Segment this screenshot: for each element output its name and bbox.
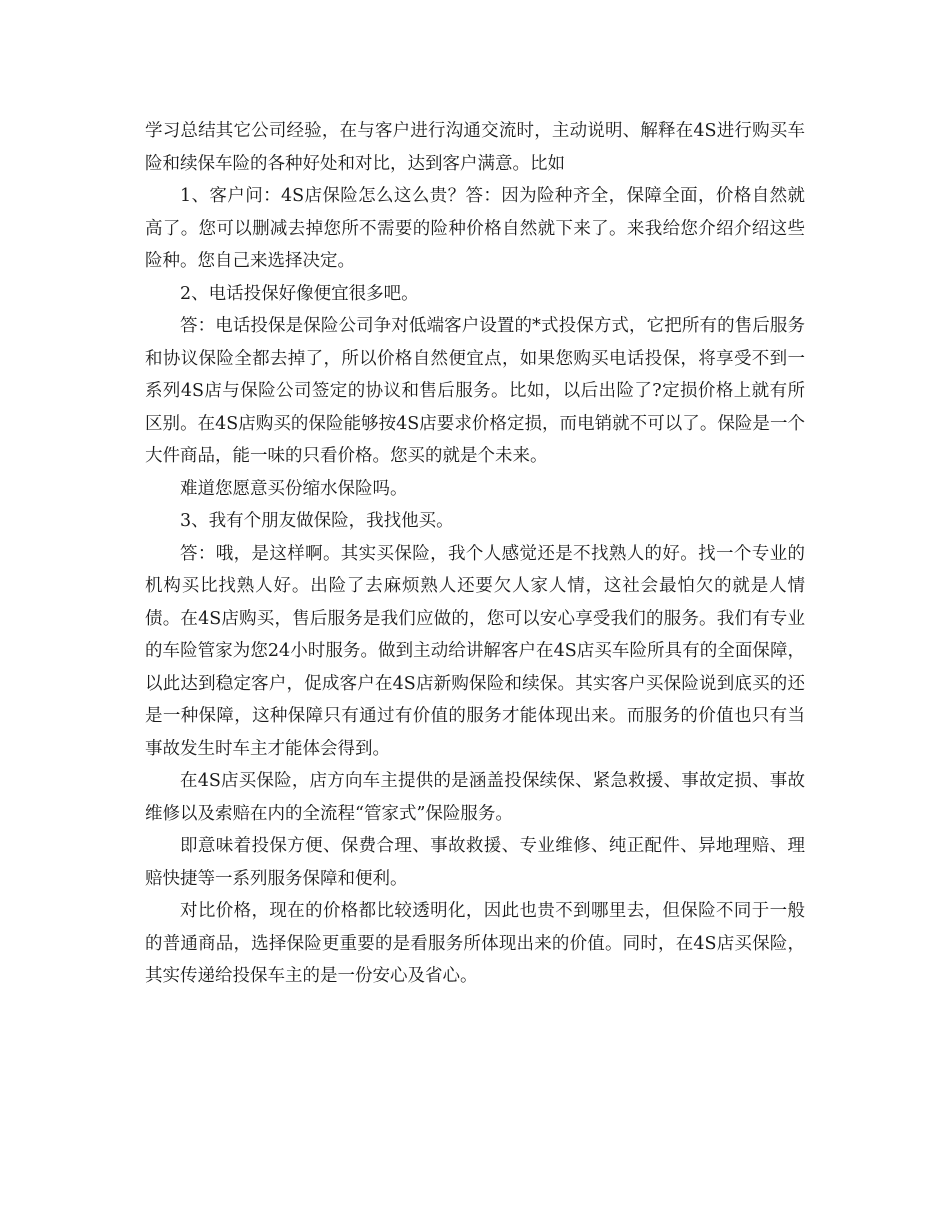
document-body	[145, 115, 805, 993]
paragraph: 学习总结其它公司经验，在与客户进行沟通交流时，主动说明、解释在4S进行购买车险和续保车险的各种好处和对比，达到客户满意。比如	[145, 121, 805, 174]
paragraph: 答：哦，是这样啊。其实买保险，我个人感觉还是不找熟人的好。找一个专业的机构买比找熟人好。出险了去麻烦熟人还要欠人家人情，这社会最怕欠的就是人情债。在4S店购买，售后服务是我们应做的，您可以安心享受我们的服务。我们有专业的车险管家为您24小时服务。做到主动给讲解客户在4S店买车险所具有的全面保障，以此达到稳定客户，促成客户在4S店新购保险和续保。其实客户买保险说到底买的还是一种保障，这种保障只有通过有价值的服务才能体现出来。而服务的价值也只有当事故发生时车主才能体会得到。	[145, 543, 805, 759]
paragraph: 3、我有个朋友做保险，我找他买。	[180, 511, 454, 531]
paragraph: 在4S店买保险，店方向车主提供的是涵盖投保续保、紧急救援、事故定损、事故维修以及索赔在内的全流程“管家式”保险服务。	[145, 771, 805, 824]
paragraph: 答：电话投保是保险公司争对低端客户设置的*式投保方式，它把所有的售后服务和协议保险全都去掉了，所以价格自然便宜点，如果您购买电话投保，将享受不到一系列4S店与保险公司签定的协议和售后服务。比如，以后出险了?定损价格上就有所区别。在4S店购买的保险能够按4S店要求价格定损，而电销就不可以了。保险是一个大件商品，能一味的只看价格。您买的就是个未来。	[145, 316, 805, 466]
paragraph: 对比价格，现在的价格都比较透明化，因此也贵不到哪里去，但保险不同于一般的普通商品，选择保险更重要的是看服务所体现出来的价值。同时，在4S店买保险，其实传递给投保车主的是一份安心及省心。	[145, 901, 805, 986]
paragraph: 1、客户问：4S店保险怎么这么贵？答：因为险种齐全，保障全面，价格自然就高了。您可以删减去掉您所不需要的险种价格自然就下来了。来我给您介绍介绍这些险种。您自己来选择决定。	[145, 186, 805, 271]
paragraph: 难道您愿意买份缩水保险吗。	[180, 478, 408, 499]
paragraph: 即意味着投保方便、保费合理、事故救援、专业维修、纯正配件、异地理赔、理赔快捷等一系列服务保障和便利。	[145, 836, 805, 889]
paragraph: 2、电话投保好像便宜很多吧。	[180, 283, 419, 304]
